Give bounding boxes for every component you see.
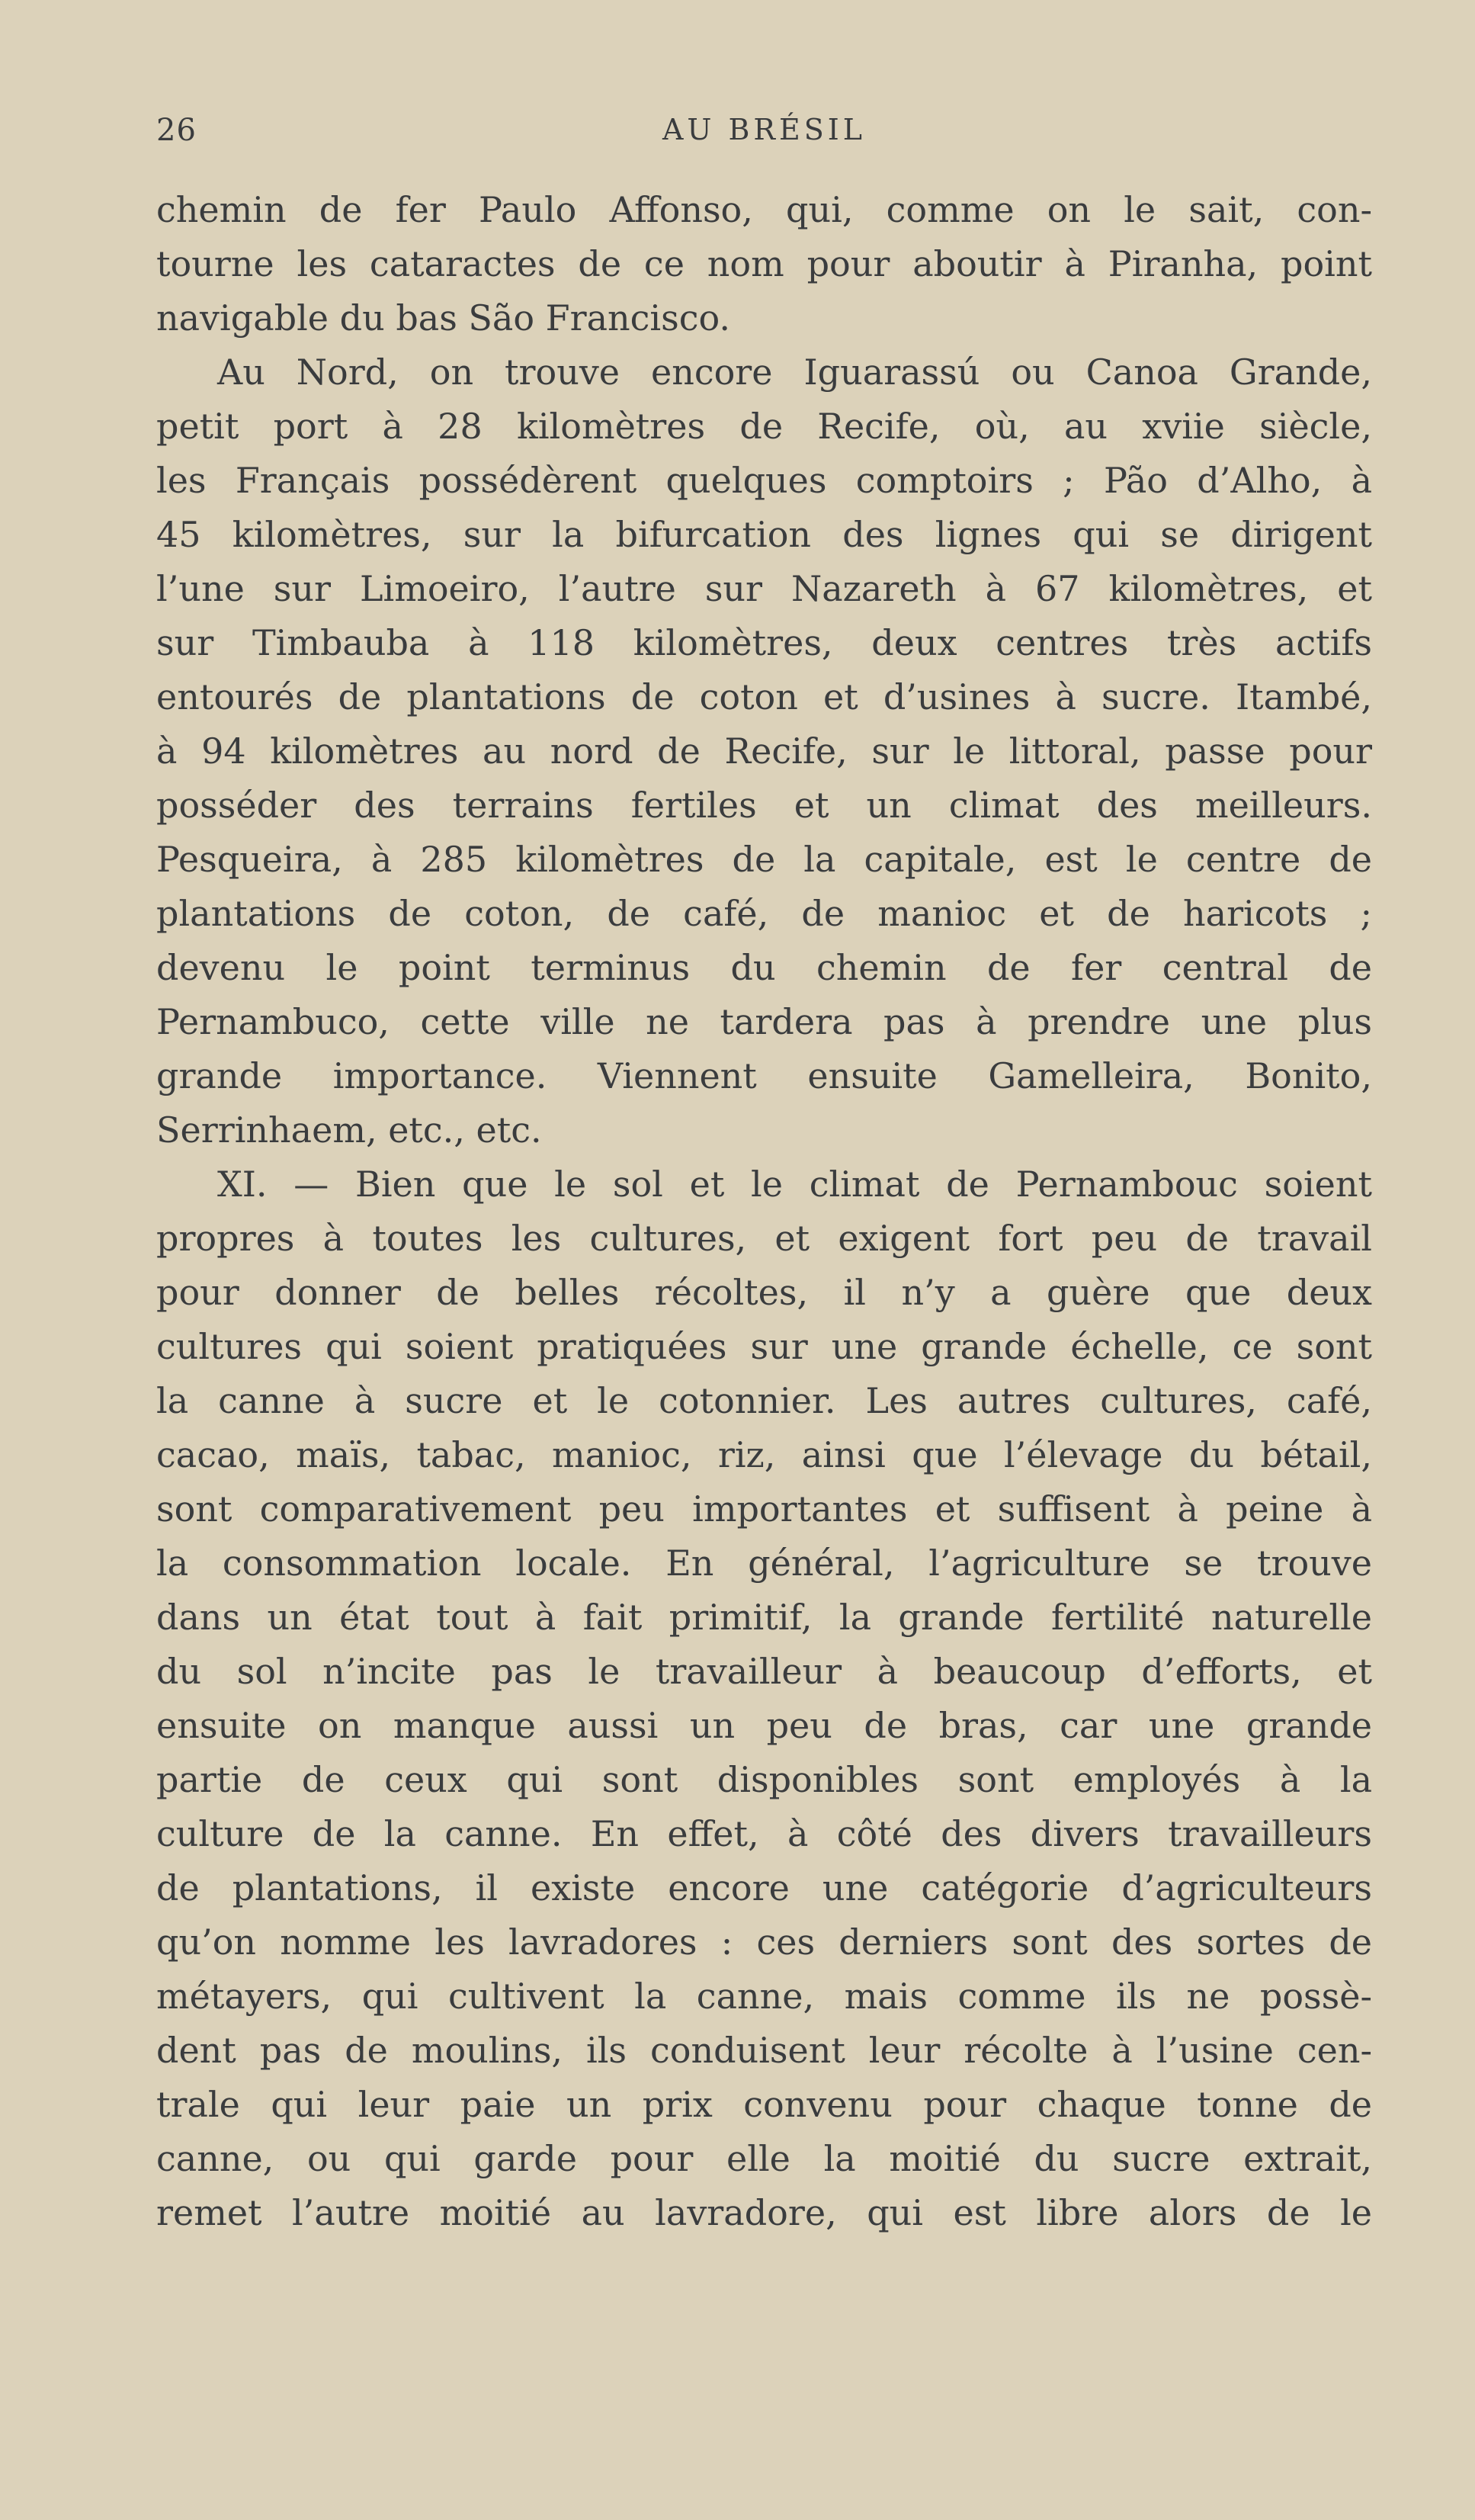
text-line: Pernambuco, cette ville ne tardera pas à prendre une plus	[156, 1001, 1372, 1042]
text-line: dent pas de moulins, ils conduisent leur récolte à l’usine cen-	[156, 2030, 1372, 2071]
text-line: navigable du bas São Francisco.	[156, 297, 730, 339]
page-number: 26	[156, 113, 197, 148]
text-line: sur Timbauba à 118 kilomètres, deux centres très actifs	[156, 622, 1372, 663]
text-line: propres à toutes les cultures, et exigent fort peu de travail	[156, 1218, 1372, 1259]
text-line: dans un état tout à fait primitif, la grande fertilité naturelle	[156, 1597, 1372, 1638]
paragraph-start-line: Au Nord, on trouve encore Iguarassú ou Canoa Grande,	[217, 352, 1372, 393]
text-line: de plantations, il existe encore une catégorie d’agriculteurs	[156, 1867, 1372, 1908]
running-title: AU BRÉSIL	[662, 113, 867, 146]
text-line: les Français possédèrent quelques comptoirs ; Pão d’Alho, à	[156, 460, 1372, 501]
text-line: l’une sur Limoeiro, l’autre sur Nazareth à 67 kilomètres, et	[156, 568, 1372, 609]
text-line: 45 kilomètres, sur la bifurcation des lignes qui se dirigent	[156, 514, 1372, 555]
text-line: entourés de plantations de coton et d’usines à sucre. Itambé,	[156, 676, 1372, 717]
body-text	[156, 183, 1372, 2240]
text-line: qu’on nomme les lavradores : ces derniers sont des sortes de	[156, 1921, 1372, 1963]
text-line: Pesqueira, à 285 kilomètres de la capitale, est le centre de	[156, 839, 1372, 880]
text-line: trale qui leur paie un prix convenu pour chaque tonne de	[156, 2084, 1372, 2125]
text-line: la canne à sucre et le cotonnier. Les autres cultures, café,	[156, 1380, 1372, 1421]
text-line: ensuite on manque aussi un peu de bras, car une grande	[156, 1705, 1372, 1746]
text-line: Serrinhaem, etc., etc.	[156, 1109, 542, 1151]
text-line: petit port à 28 kilomètres de Recife, où, au xviie siècle,	[156, 406, 1372, 447]
text-line: remet l’autre moitié au lavradore, qui est libre alors de le	[156, 2192, 1372, 2233]
text-line: du sol n’incite pas le travailleur à beaucoup d’efforts, et	[156, 1651, 1372, 1692]
text-line: pour donner de belles récoltes, il n’y a guère que deux	[156, 1272, 1372, 1313]
text-line: à 94 kilomètres au nord de Recife, sur le littoral, passe pour	[156, 730, 1372, 772]
text-line: posséder des terrains fertiles et un climat des meilleurs.	[156, 785, 1372, 826]
text-line: culture de la canne. En effet, à côté des divers travailleurs	[156, 1813, 1372, 1854]
text-line: grande importance. Viennent ensuite Gamelleira, Bonito,	[156, 1055, 1372, 1096]
text-line: métayers, qui cultivent la canne, mais comme ils ne possè-	[156, 1976, 1372, 2017]
text-line: devenu le point terminus du chemin de fer central de	[156, 947, 1372, 988]
text-line: partie de ceux qui sont disponibles sont employés à la	[156, 1759, 1372, 1800]
text-line: plantations de coton, de café, de manioc et de haricots ;	[156, 893, 1372, 934]
text-line: tourne les cataractes de ce nom pour aboutir à Piranha, point	[156, 243, 1372, 284]
text-line: chemin de fer Paulo Affonso, qui, comme on le sait, con-	[156, 189, 1372, 230]
page-header	[156, 113, 1372, 151]
paragraph-start-line: XI. — Bien que le sol et le climat de Pernambouc soient	[217, 1164, 1372, 1205]
text-line: cultures qui soient pratiquées sur une grande échelle, ce sont	[156, 1326, 1372, 1367]
text-line: canne, ou qui garde pour elle la moitié du sucre extrait,	[156, 2138, 1372, 2179]
text-line: la consommation locale. En général, l’agriculture se trouve	[156, 1542, 1372, 1584]
text-line: sont comparativement peu importantes et suffisent à peine à	[156, 1488, 1372, 1530]
text-line: cacao, maïs, tabac, manioc, riz, ainsi que l’élevage du bétail,	[156, 1434, 1372, 1475]
